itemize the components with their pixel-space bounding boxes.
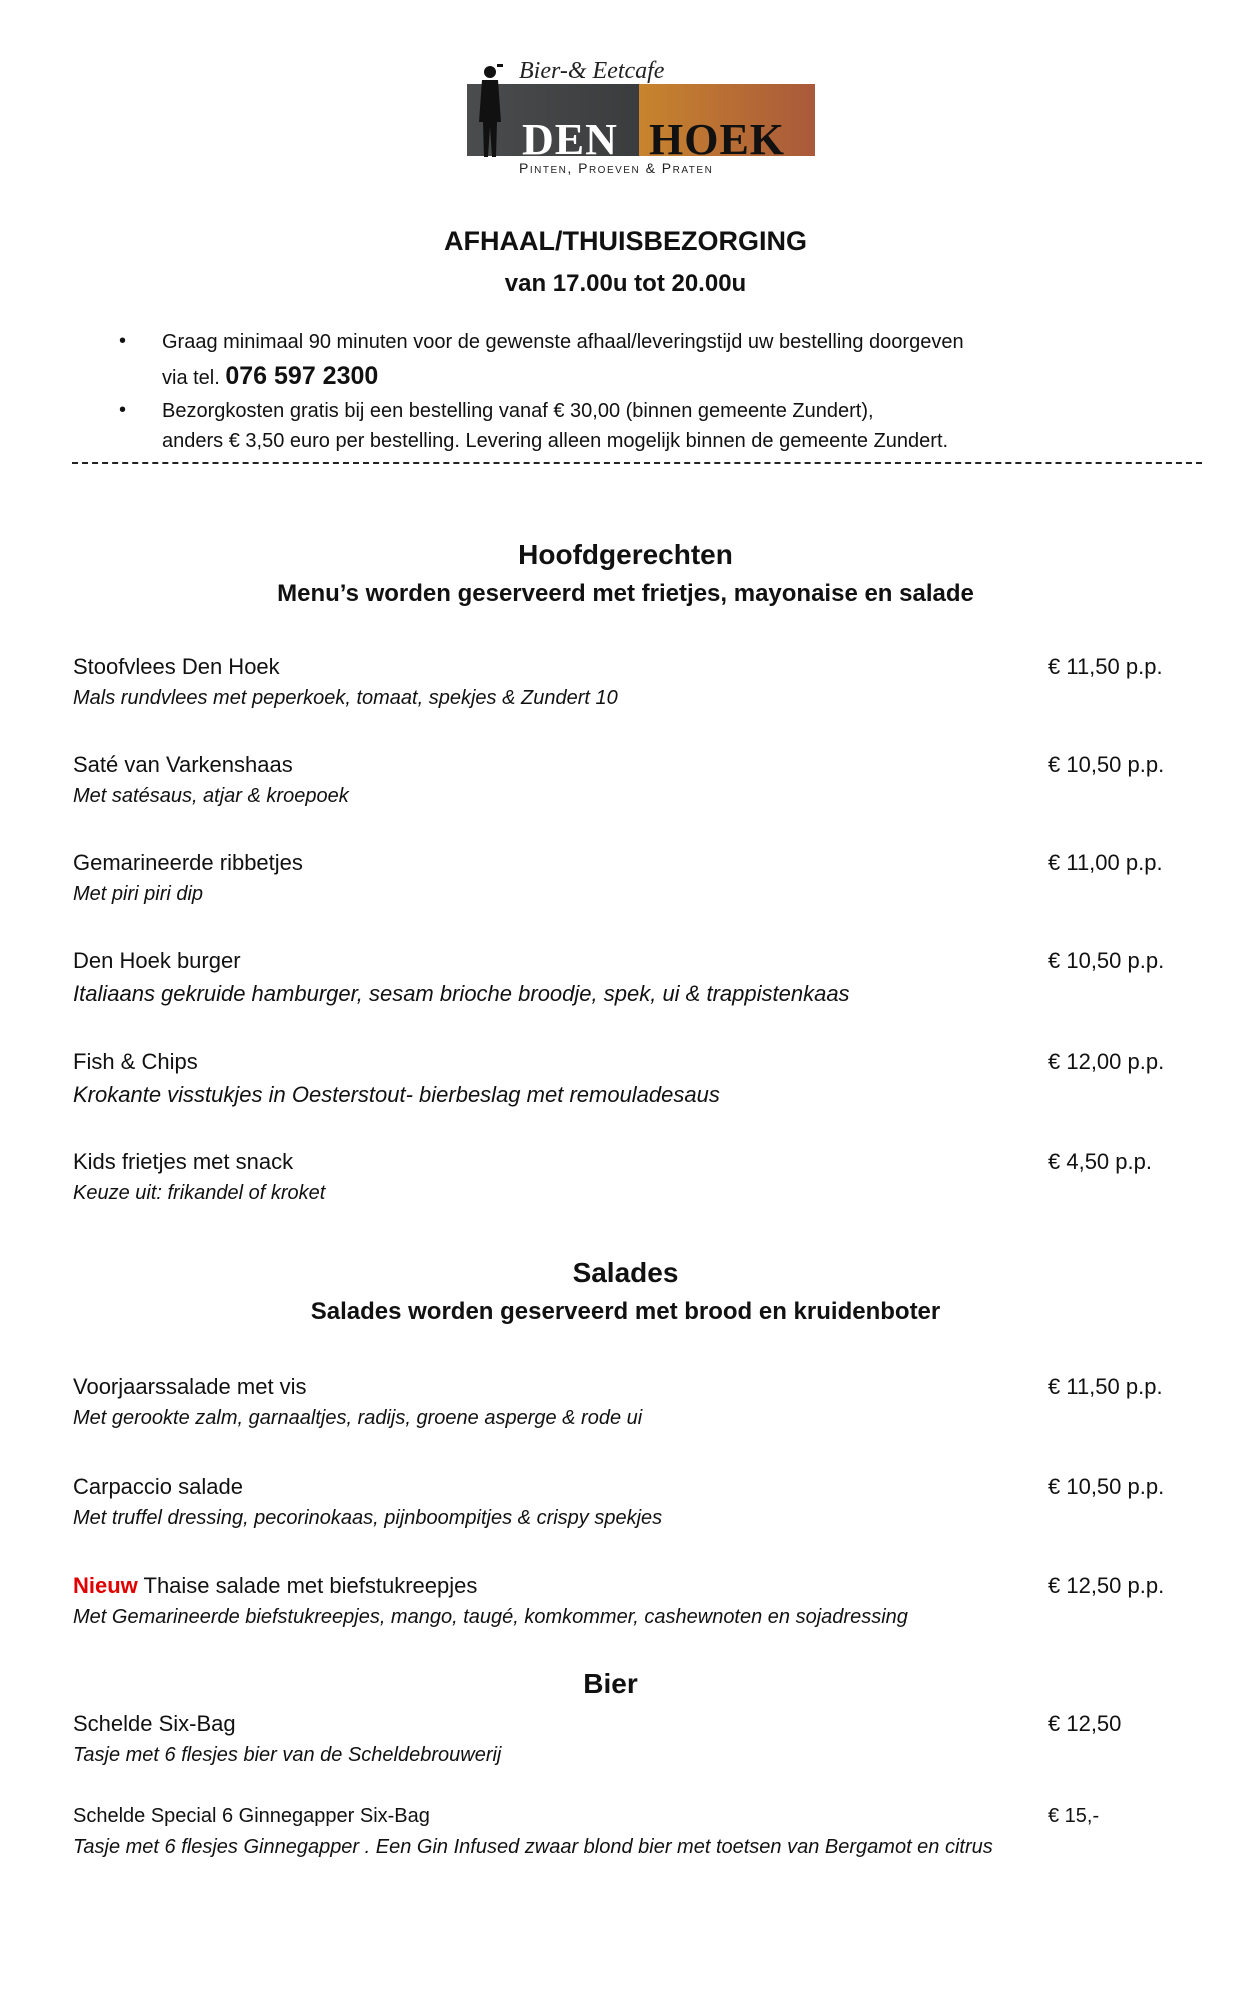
menu-item-desc: Italiaans gekruide hamburger, sesam brioche broodje, spek, ui & trappistenkaas bbox=[73, 981, 850, 1006]
menu-item-desc: Met satésaus, atjar & kroepoek bbox=[73, 785, 349, 807]
note-delivery-cost: anders € 3,50 euro per bestelling. Levering alleen mogelijk binnen de gemeente Zundert. bbox=[162, 430, 949, 452]
menu-item-name: Gemarineerde ribbetjes bbox=[73, 850, 303, 875]
menu-item-name: Carpaccio salade bbox=[73, 1474, 243, 1499]
menu-item-name: Den Hoek burger bbox=[73, 948, 241, 973]
menu-item-desc: Tasje met 6 flesjes bier van de Scheldebrouwerij bbox=[73, 1744, 502, 1766]
phone-number[interactable]: 076 597 2300 bbox=[225, 362, 379, 390]
menu-item-name: Kids frietjes met snack bbox=[73, 1149, 294, 1174]
new-badge: Nieuw bbox=[73, 1573, 138, 1598]
menu-item-desc: Tasje met 6 flesjes Ginnegapper . Een Gin Infused zwaar blond bier met toetsen van Bergamot en citrus bbox=[73, 1836, 993, 1858]
menu-item-desc: Met piri piri dip bbox=[73, 883, 204, 905]
menu-item-price: € 11,00 p.p. bbox=[1048, 850, 1163, 875]
menu-item-price: € 10,50 p.p. bbox=[1048, 752, 1165, 777]
menu-item-desc: Krokante visstukjes in Oesterstout- bierbeslag met remouladesaus bbox=[73, 1082, 720, 1107]
page-title: AFHAAL/THUISBEZORGING bbox=[444, 226, 807, 256]
menu-item-name: Schelde Special 6 Ginnegapper Six-Bag bbox=[73, 1805, 430, 1827]
logo-word-hoek: HOEK bbox=[649, 115, 786, 164]
menu-item-name: Schelde Six-Bag bbox=[73, 1711, 236, 1736]
menu-item-name bbox=[73, 1573, 477, 1599]
logo bbox=[467, 58, 815, 180]
menu-item-price: € 12,50 p.p. bbox=[1048, 1573, 1165, 1598]
logo-script: Bier-& Eetcafe bbox=[519, 58, 665, 84]
logo-word-den: DEN bbox=[522, 115, 618, 164]
menu-item-name-text: Thaise salade met biefstukreepjes bbox=[137, 1573, 478, 1598]
menu-item-desc: Met Gemarineerde biefstukreepjes, mango, taugé, komkommer, cashewnoten en sojadressing bbox=[73, 1606, 908, 1628]
bullet-icon: • bbox=[119, 330, 127, 352]
menu-item-price: € 12,50 bbox=[1048, 1711, 1122, 1736]
menu-item-name: Stoofvlees Den Hoek bbox=[73, 654, 280, 679]
logo-band bbox=[467, 84, 815, 164]
divider bbox=[72, 462, 1202, 464]
opening-hours: van 17.00u tot 20.00u bbox=[504, 270, 747, 297]
menu-item-price: € 10,50 p.p. bbox=[1048, 1474, 1165, 1499]
note-phone-line bbox=[162, 362, 378, 391]
menu-item-price: € 15,- bbox=[1048, 1805, 1100, 1827]
logo-tagline: Pinten, Proeven & Praten bbox=[519, 160, 714, 176]
bullet-icon: • bbox=[119, 399, 127, 421]
menu-item-desc: Keuze uit: frikandel of kroket bbox=[73, 1182, 326, 1204]
menu-item-price: € 4,50 p.p. bbox=[1048, 1149, 1152, 1174]
section-title-salades: Salades bbox=[572, 1257, 679, 1288]
menu-item-desc: Met truffel dressing, pecorinokaas, pijnboompitjes & crispy spekjes bbox=[73, 1507, 663, 1529]
menu-item-price: € 12,00 p.p. bbox=[1048, 1049, 1165, 1074]
menu-item-name: Fish & Chips bbox=[73, 1049, 198, 1074]
waiter-silhouette-icon bbox=[477, 62, 503, 162]
phone-prefix: via tel. bbox=[162, 367, 226, 389]
section-title-hoofdgerechten: Hoofdgerechten bbox=[518, 539, 733, 570]
note-delivery: Bezorgkosten gratis bij een bestelling vanaf € 30,00 (binnen gemeente Zundert), bbox=[162, 400, 874, 422]
section-subtitle-salades: Salades worden geserveerd met brood en kruidenboter bbox=[310, 1298, 941, 1325]
menu-item-price: € 10,50 p.p. bbox=[1048, 948, 1165, 973]
menu-item-price: € 11,50 p.p. bbox=[1048, 1374, 1163, 1399]
section-title-bier: Bier bbox=[583, 1668, 638, 1699]
menu-item-desc: Mals rundvlees met peperkoek, tomaat, spekjes & Zundert 10 bbox=[73, 687, 618, 709]
menu-item-name: Saté van Varkenshaas bbox=[73, 752, 293, 777]
note-ordering: Graag minimaal 90 minuten voor de gewenste afhaal/leveringstijd uw bestelling doorgeven bbox=[162, 331, 964, 353]
menu-item-name: Voorjaarssalade met vis bbox=[73, 1374, 307, 1399]
section-subtitle-hoofdgerechten: Menu’s worden geserveerd met frietjes, mayonaise en salade bbox=[277, 580, 974, 607]
menu-item-desc: Met gerookte zalm, garnaaltjes, radijs, groene asperge & rode ui bbox=[73, 1407, 643, 1429]
menu-item-price: € 11,50 p.p. bbox=[1048, 654, 1163, 679]
